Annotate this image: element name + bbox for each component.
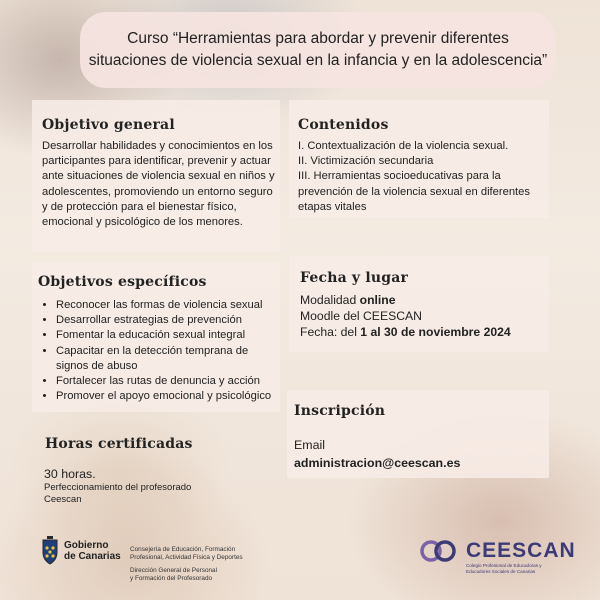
email-label: Email <box>294 438 325 452</box>
horas-note-line2: Ceescan <box>44 494 82 505</box>
contenidos-item: II. Victimización secundaria <box>298 155 434 168</box>
contenidos-heading: Contenidos <box>298 117 389 133</box>
contenidos-item: I. Contextualización de la violencia sexual. <box>298 140 509 152</box>
fecha-lugar-info <box>300 292 546 340</box>
direccion-text: Dirección General de Personal y Formación del Profesorado <box>130 567 218 582</box>
fecha-value: 1 al 30 de noviembre 2024 <box>360 325 511 339</box>
modalidad-value: online <box>359 293 396 307</box>
list-item: • Fortalecer las rutas de denuncia y acción <box>56 374 278 389</box>
modalidad-line: Modalidad online <box>300 293 396 307</box>
title-banner <box>80 12 556 88</box>
horas-info <box>44 466 264 506</box>
ceescan-logo <box>418 538 576 564</box>
list-item: • Promover el apoyo emocional y psicológico <box>56 389 278 404</box>
horas-value: 30 horas. <box>44 467 96 481</box>
objetivos-especificos-list <box>42 298 278 404</box>
list-item: • Fomentar la educación sexual integral <box>56 328 278 343</box>
list-item: • Desarrollar estrategias de prevención <box>56 313 278 328</box>
email-link[interactable]: administracion@ceescan.es <box>294 456 461 470</box>
inscripcion-heading: Inscripción <box>294 403 386 419</box>
horas-note-line1: Perfeccionamiento del profesorado <box>44 482 192 493</box>
contenidos-item: III. Herramientas socioeducativas para la prevención de la violencia sexual en diferentes etapas vitales <box>298 170 530 213</box>
objetivo-general-heading: Objetivo general <box>42 117 175 133</box>
contenidos-list <box>298 139 546 215</box>
fecha-lugar-heading: Fecha y lugar <box>300 270 409 286</box>
list-item: • Reconocer las formas de violencia sexual <box>56 298 278 313</box>
objetivo-general-text: Desarrollar habilidades y conocimientos en los participantes para identificar, prevenir y actuar ante situaciones de violencia sexual en niños y adolescentes, promoviendo un entorno seguro y de protección para el bienestar físico, emocional y psicológico de los menores. <box>42 140 275 229</box>
course-title: Curso “Herramientas para abordar y prevenir diferentes situaciones de violencia sexual en la infancia y en la adolescencia” <box>88 30 548 69</box>
inscripcion-info <box>294 436 544 472</box>
ceescan-name: CEESCAN <box>466 539 576 562</box>
gobierno-canarias-logo <box>40 536 121 566</box>
plataforma-line: Moodle del CEESCAN <box>300 309 422 323</box>
horas-heading: Horas certificadas <box>45 436 193 452</box>
shield-icon <box>40 536 60 566</box>
ceescan-rings-icon <box>418 538 460 564</box>
ceescan-subtitle: Colegio Profesional de Educadoras y Educadores Sociales de Canarias <box>466 563 542 574</box>
fecha-line: Fecha: del 1 al 30 de noviembre 2024 <box>300 325 511 339</box>
gobierno-name: Gobierno de Canarias <box>64 540 121 562</box>
list-item: • Capacitar en la detección temprana de signos de abuso <box>56 344 278 374</box>
consejeria-text: Consejería de Educación, Formación Profesional, Actividad Física y Deportes <box>130 546 243 561</box>
objetivos-especificos-heading: Objetivos específicos <box>38 274 207 290</box>
